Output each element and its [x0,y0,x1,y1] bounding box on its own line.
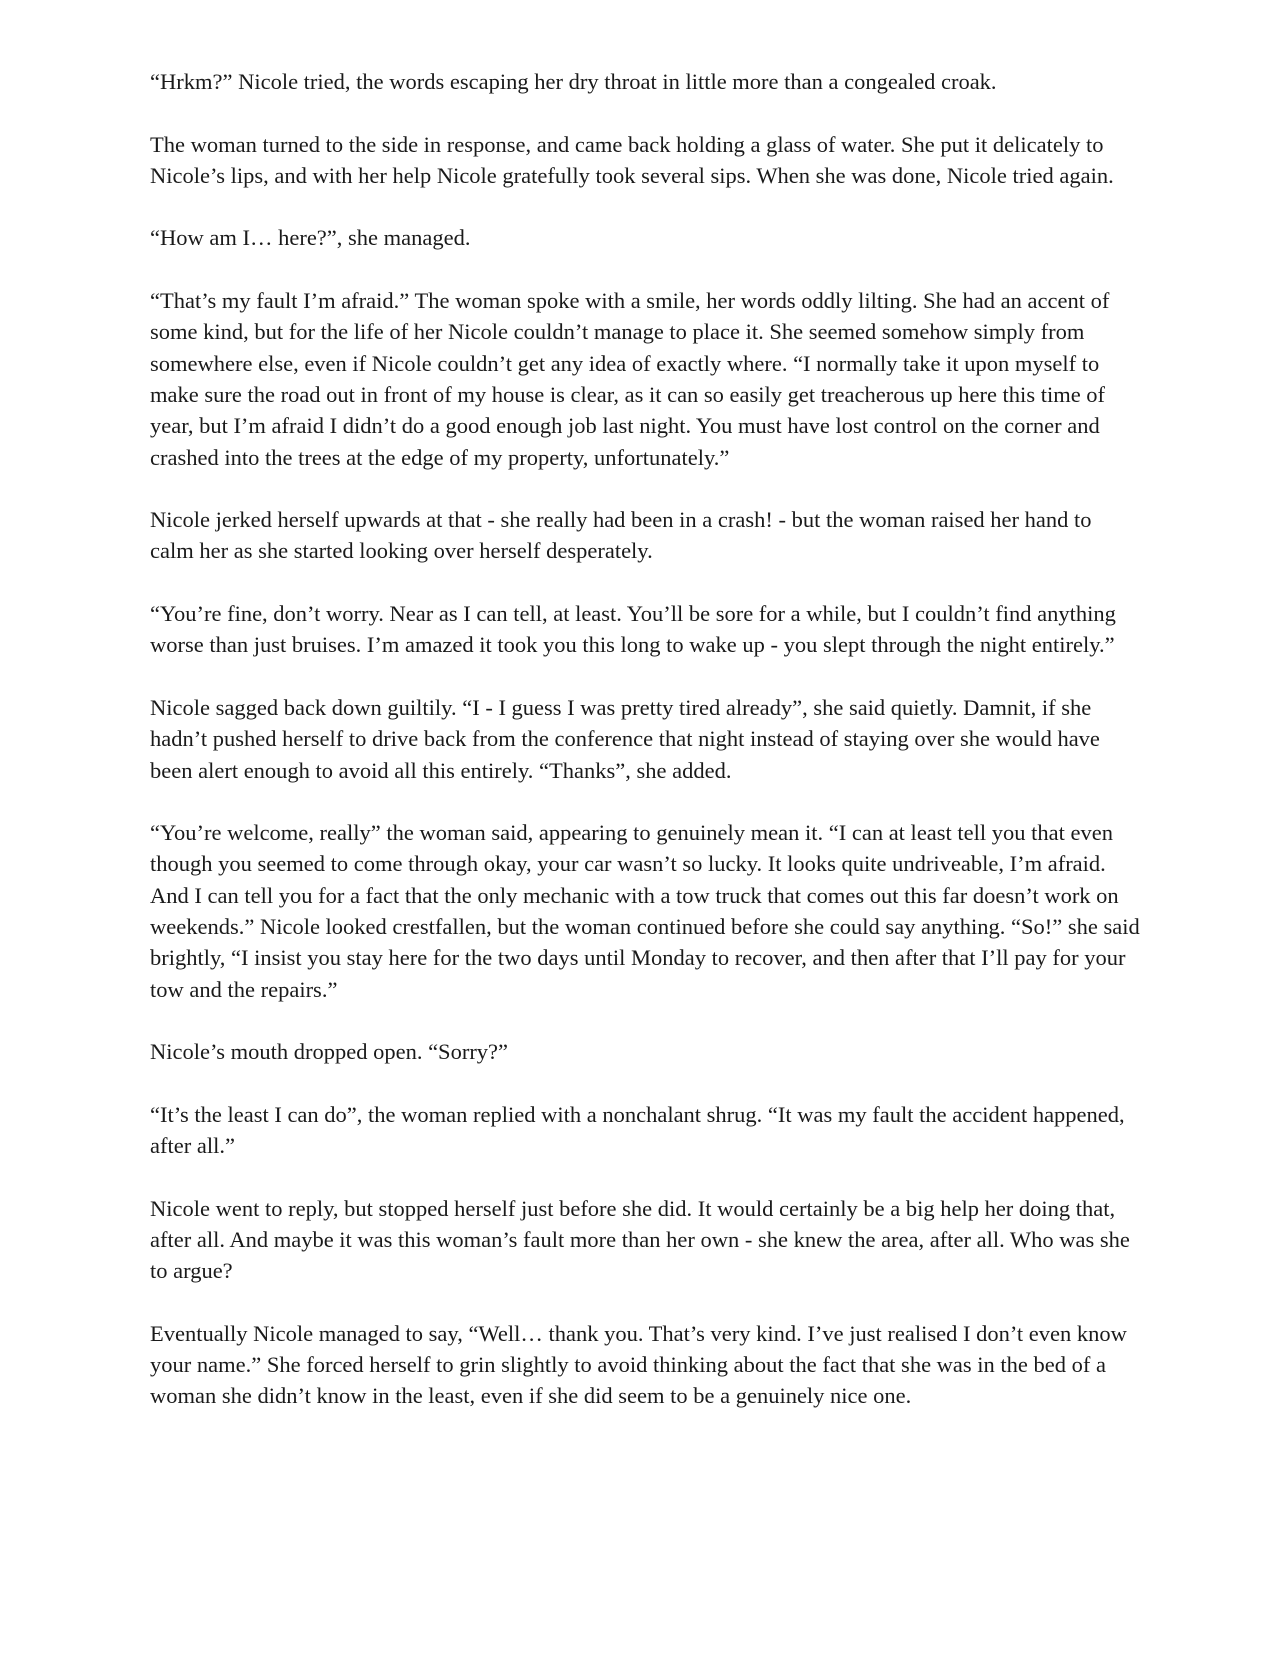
paragraph-10: “It’s the least I can do”, the woman replied with a nonchalant shrug. “It was my fault the accident happened, after all.” [150,1101,1125,1159]
paragraph-1: “Hrkm?” Nicole tried, the words escaping her dry throat in little more than a congealed croak. [150,69,997,94]
paragraph-11: Nicole went to reply, but stopped herself just before she did. It would certainly be a big help her doing that, after all. And maybe it was this woman’s fault more than her own - she knew the area, after all. Who was she to argue? [150,1195,1130,1284]
paragraph-4: “That’s my fault I’m afraid.” The woman spoke with a smile, her words oddly lilting. She had an accent of some kind, but for the life of her Nicole couldn’t manage to place it. She seemed somehow simply from somewhere else, even if Nicole couldn’t get any idea of exactly where. “I normally take it upon myself to make sure the road out in front of my house is clear, as it can so easily get treacherous up here this time of year, but I’m afraid I didn’t do a good enough job last night. You must have lost control on the corner and crashed into the trees at the edge of my property, unfortunately.” [150,288,1110,470]
paragraph-9: Nicole’s mouth dropped open. “Sorry?” [150,1039,509,1065]
paragraph-12: Eventually Nicole managed to say, “Well… thank you. That’s very kind. I’ve just realised I don’t even know your name.” She forced herself to grin slightly to avoid thinking about the fact that she was in the bed of a woman she didn’t know in the least, even if she did seem to be a genuinely nice one. [150,1320,1127,1409]
paragraph-6: “You’re fine, don’t worry. Near as I can tell, at least. You’ll be sore for a while, but I couldn’t find anything worse than just bruises. I’m amazed it took you this long to wake up - you slept through the night entirely.” [150,601,1116,658]
page-text [150,66,1140,1443]
paragraph-8: “You’re welcome, really” the woman said, appearing to genuinely mean it. “I can at least tell you that even though you seemed to come through okay, your car wasn’t so lucky. It looks quite undriveable, I’m afraid. And I can tell you for a fact that the only mechanic with a tow truck that comes out this far doesn’t work on weekends.” Nicole looked crestfallen, but the woman continued before she could say anything. “So!” she said brightly, “I insist you stay here for the two days until Monday to recover, and then after that I’ll pay for your tow and the repairs.” [150,820,1140,1002]
paragraph-5: Nicole jerked herself upwards at that - she really had been in a crash! - but the woman raised her hand to calm her as she started looking over herself desperately. [150,507,1092,564]
paragraph-7: Nicole sagged back down guiltily. “I - I guess I was pretty tired already”, she said quietly. Damnit, if she hadn’t pushed herself to drive back from the conference that night instead of staying over she would have been alert enough to avoid all this entirely. “Thanks”, she added. [150,694,1100,783]
paragraph-3: “How am I… here?”, she managed. [150,225,471,251]
paragraph-2: The woman turned to the side in response, and came back holding a glass of water. She put it delicately to Nicole’s lips, and with her help Nicole gratefully took several sips. When she was done, Nicole tried again. [150,131,1114,188]
